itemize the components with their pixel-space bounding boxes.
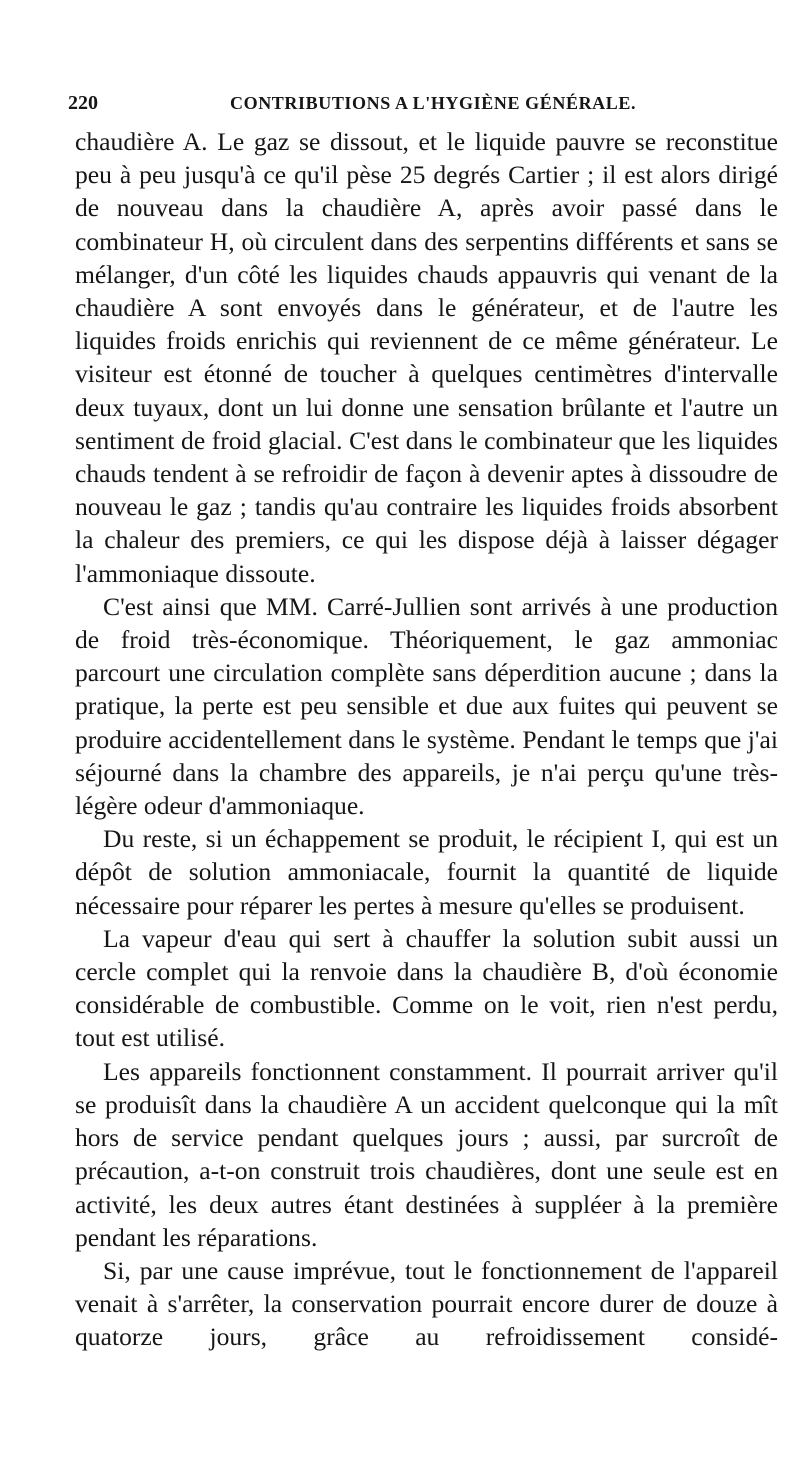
paragraph: Si, par une cause imprévue, tout le fonctionnement de l'appareil venait à s'arrêter, la conservation pourrait encore durer de douze à quatorze jours, grâce au refroidissement considé- [75,1255,778,1352]
paragraph: C'est ainsi que MM. Carré-Jullien sont arrivés à une production de froid très-économique. Théoriquement, le gaz ammoniac parcourt une circulation complète sans déperdition aucune ; dans la pratique, la perte est peu sensible et due aux fuites qui peuvent se produire accidentellement dans le système. Pendant le temps que j'ai séjourné dans la chambre des appareils, je n'ai perçu qu'une très-légère odeur d'ammoniaque. [75,591,778,821]
page-header [68,90,738,116]
paragraph: chaudière A. Le gaz se dissout, et le liquide pauvre se reconstitue peu à peu jusqu'à ce qu'il pèse 25 degrés Cartier ; il est alors dirigé de nouveau dans la chaudière A, après avoir passé dans le combinateur H, où circulent dans des serpentins différents et sans se mélanger, d'un côté les liquides chauds appauvris qui venant de la chaudière A sont envoyés dans le générateur, et de l'autre les liquides froids enrichis qui reviennent de ce même générateur. Le visiteur est étonné de toucher à quelques centimètres d'intervalle deux tuyaux, dont un lui donne une sensation brûlante et l'autre un sentiment de froid glacial. C'est dans le combinateur que les liquides chauds tendent à se refroidir de façon à devenir aptes à dissoudre de nouveau le gaz ; tandis qu'au contraire les liquides froids absorbent la chaleur des premiers, ce qui les dispose déjà à laisser dégager l'ammoniaque dissoute. [75,127,778,588]
paragraph: Du reste, si un échappement se produit, le récipient I, qui est un dépôt de solution ammoniacale, fournit la quantité de liquide nécessaire pour réparer les pertes à mesure qu'elles se produisent. [75,824,778,920]
paragraph: Les appareils fonctionnent constamment. Il pourrait arriver qu'il se produisît dans la chaudière A un accident quelconque qui la mît hors de service pendant quelques jours ; aussi, par surcroît de précaution, a-t-on construit trois chaudières, dont une seule est en activité, les deux autres étant destinées à suppléer à la première pendant les réparations. [75,1056,778,1252]
page-number: 220 [68,92,98,114]
body-text [75,125,778,1354]
running-head: CONTRIBUTIONS A L'HYGIÈNE GÉNÉRALE. [230,93,637,113]
paragraph: La vapeur d'eau qui sert à chauffer la solution subit aussi un cercle complet qui la renvoie dans la chaudière B, d'où économie considérable de combustible. Comme on le voit, rien n'est perdu, tout est utilisé. [75,923,778,1053]
